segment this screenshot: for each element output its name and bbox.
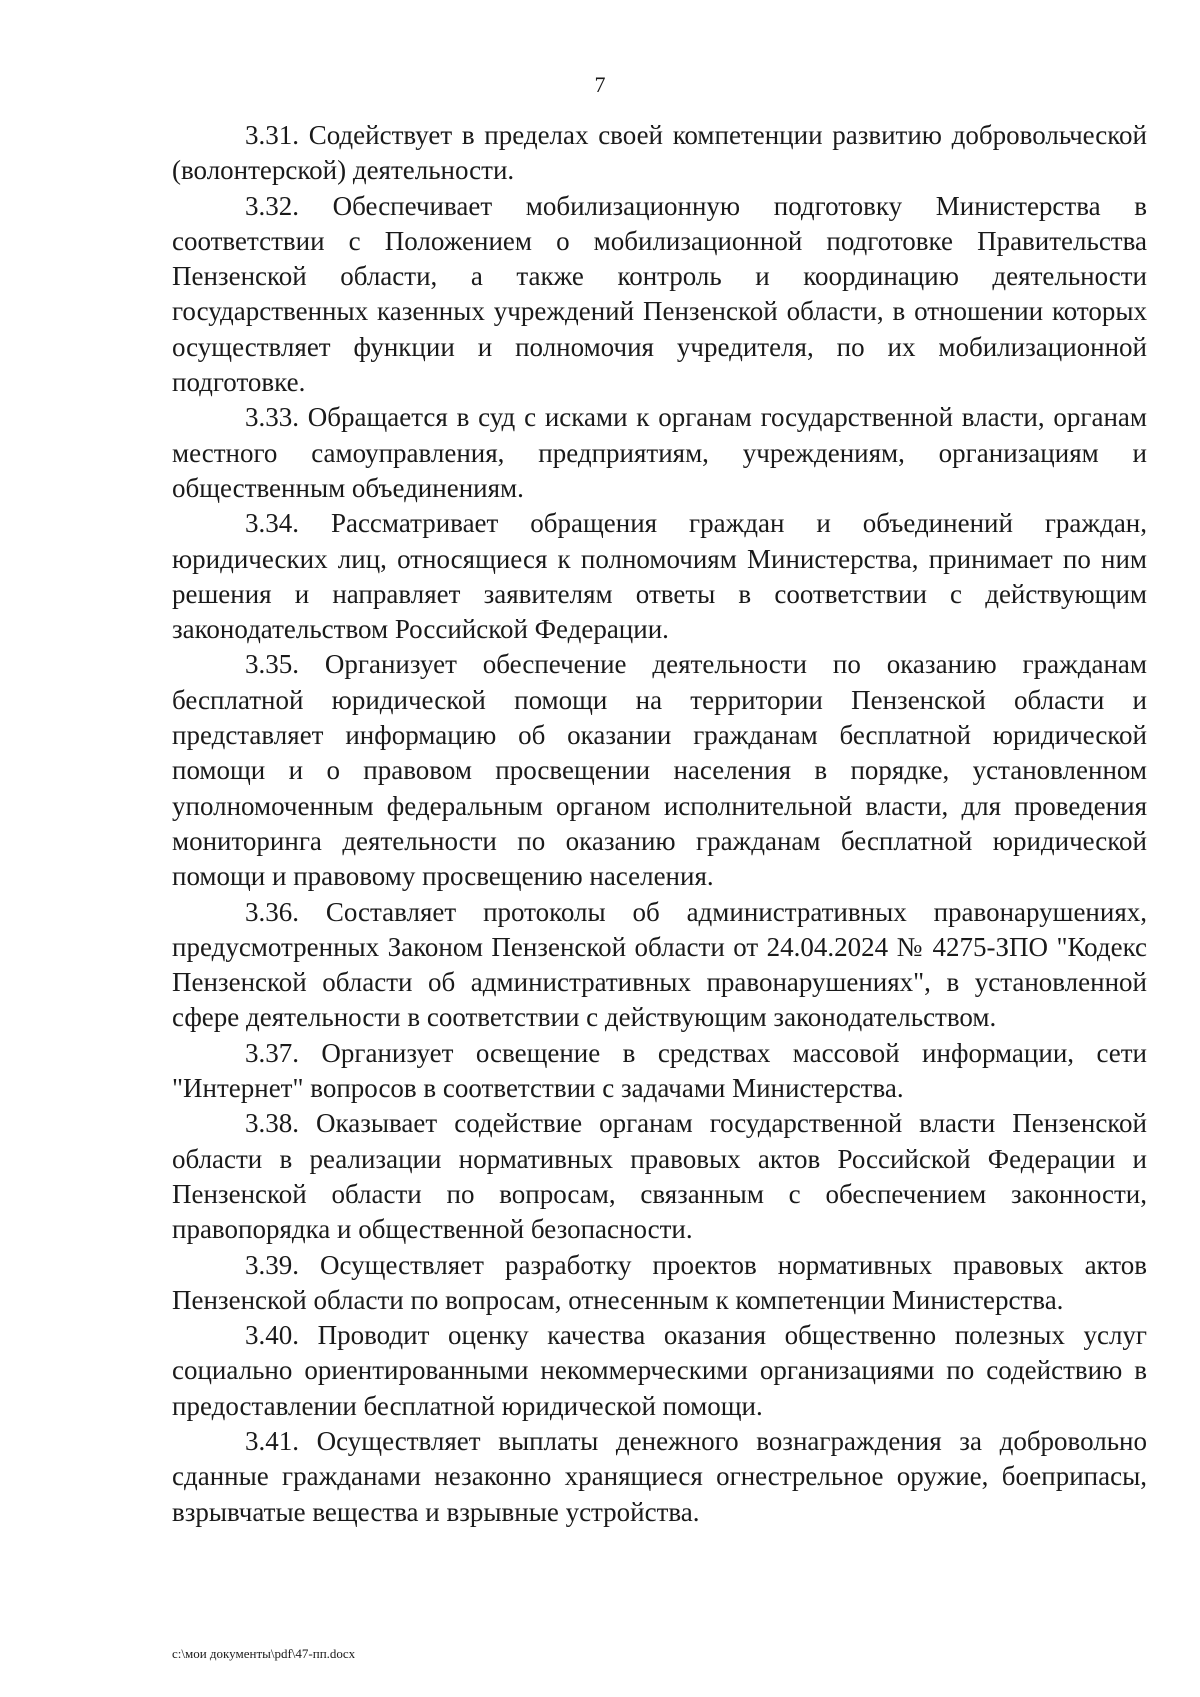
paragraph-3-33: 3.33. Обращается в суд с исками к органам государственной власти, органам местного самоуправления, предприятиям, учреждениям, организациям и общественным объединениям. — [172, 402, 1147, 503]
paragraph-3-31: 3.31. Содействует в пределах своей компетенции развитию добровольческой (волонтерской) деятельности. — [172, 120, 1147, 186]
footer-file-path: c:\мои документы\pdf\47-пп.docx — [172, 1646, 356, 1661]
page-number: 7 — [594, 72, 606, 97]
paragraph-3-32: 3.32. Обеспечивает мобилизационную подготовку Министерства в соответствии с Положением о мобилизационной подготовке Правительства Пензенской области, а также контроль и координацию деятельности государственных казенных учреждений Пензенской области, в отношении которых осуществляет функции и полномочия учредителя, по их мобилизационной подготовке. — [172, 190, 1147, 398]
paragraph-3-41: 3.41. Осуществляет выплаты денежного вознаграждения за добровольно сданные гражданами незаконно хранящиеся огнестрельное оружие, боеприпасы, взрывчатые вещества и взрывные устройства. — [172, 1425, 1147, 1527]
paragraph-3-38: 3.38. Оказывает содействие органам государственной власти Пензенской области в реализации нормативных правовых актов Российской Федерации и Пензенской области по вопросам, связанным с обеспечением законности, правопорядка и общественной безопасности. — [172, 1108, 1147, 1245]
paragraph-3-35: 3.35. Организует обеспечение деятельности по оказанию гражданам бесплатной юридической помощи на территории Пензенской области и представляет информацию об оказании гражданам бесплатной юридической помощи и о правовом просвещении населения в порядке, установленном уполномоченным федеральным органом исполнительной власти, для проведения мониторинга деятельности по оказанию гражданам бесплатной юридической помощи и правовому просвещению населения. — [172, 649, 1147, 892]
paragraph-3-40: 3.40. Проводит оценку качества оказания общественно полезных услуг социально ориентированными некоммерческими организациями по содействию в предоставлении бесплатной юридической помощи. — [172, 1320, 1147, 1421]
document-body — [172, 118, 1147, 1530]
paragraph-3-34: 3.34. Рассматривает обращения граждан и объединений граждан, юридических лиц, относящиеся к полномочиям Министерства, принимает по ним решения и направляет заявителям ответы в соответствии с действующим законодательством Российской Федерации. — [172, 508, 1147, 645]
paragraph-3-39: 3.39. Осуществляет разработку проектов нормативных правовых актов Пензенской области по вопросам, отнесенным к компетенции Министерства. — [172, 1249, 1147, 1315]
paragraph-3-37: 3.37. Организует освещение в средствах массовой информации, сети "Интернет" вопросов в соответствии с задачами Министерства. — [172, 1037, 1147, 1104]
paragraph-3-36: 3.36. Составляет протоколы об административных правонарушениях, предусмотренных Законом Пензенской области от 24.04.2024 № 4275-ЗПО "Кодекс Пензенской области об административных правонарушениях", в установленной сфере деятельности в соответствии с действующим законодательством. — [172, 896, 1147, 1033]
